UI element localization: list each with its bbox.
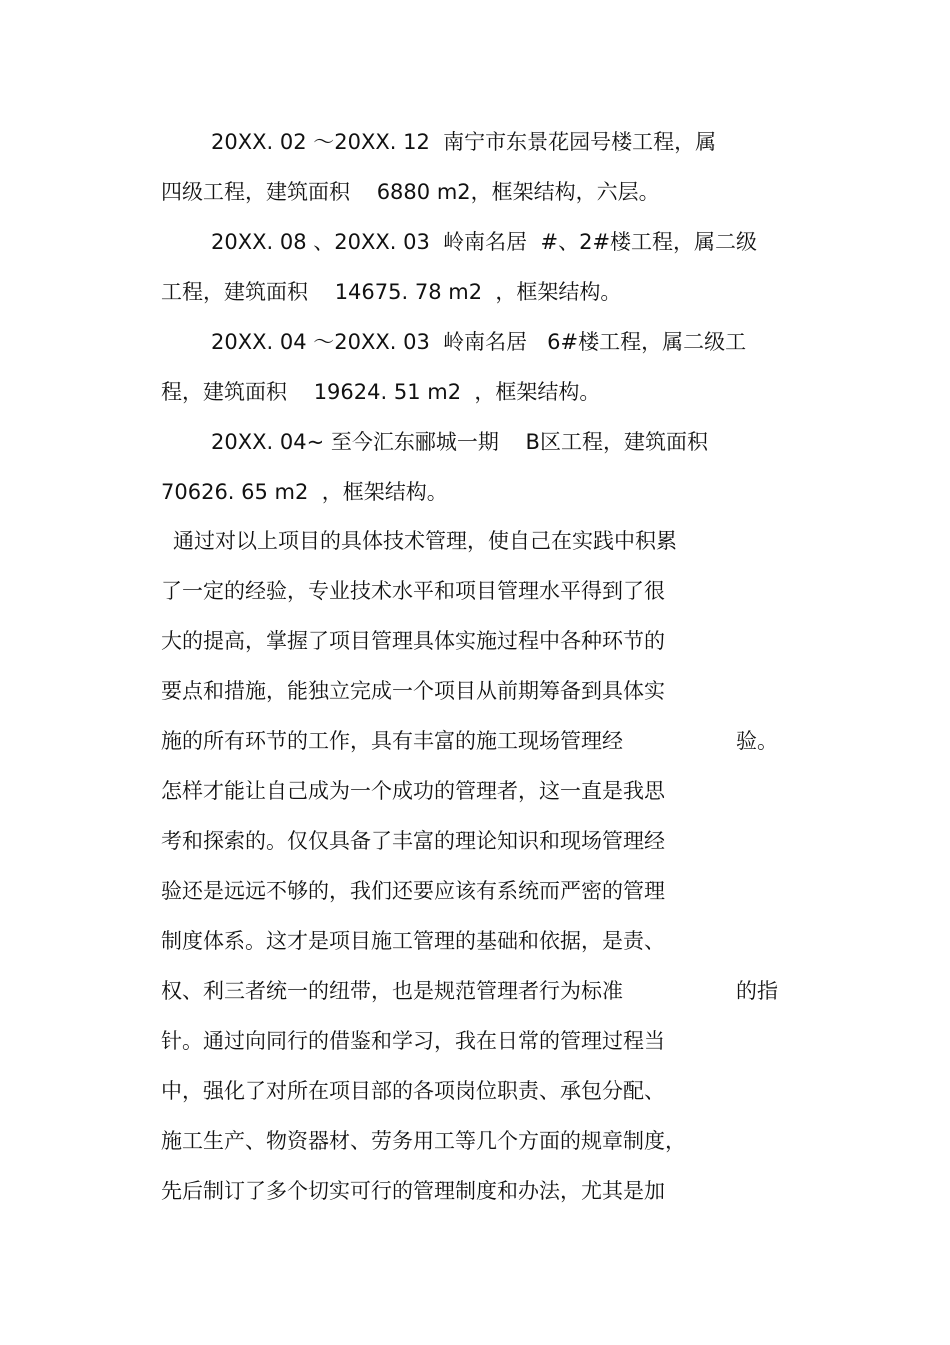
text-line: 四级工程，建筑面积 6880 m2，框架结构，六层。: [161, 180, 660, 204]
text-line: 通过对以上项目的具体技术管理，使自己在实践中积累: [173, 529, 677, 553]
text-line: 施工生产、物资器材、劳务用工等几个方面的规章制度，: [161, 1129, 686, 1153]
text-line: 先后制订了多个切实可行的管理制度和办法，尤其是加: [161, 1179, 665, 1203]
text-line: 20XX. 08 、20XX. 03 岭南名居 #、2#楼工程，属二级: [211, 230, 758, 254]
text-line: 程，建筑面积 19624. 51 m2 ，框架结构。: [161, 380, 601, 404]
text-line: 怎样才能让自己成为一个成功的管理者，这一直是我思: [161, 779, 665, 803]
text-line: 20XX. 04 ～20XX. 03 岭南名居 6#楼工程，属二级工: [211, 330, 747, 354]
text-line: 权、利三者统一的纽带，也是规范管理者行为标准: [161, 979, 623, 1003]
text-line: 70626. 65 m2 ，框架结构。: [161, 480, 448, 504]
text-line: 的指: [736, 979, 778, 1003]
text-line: 验还是远远不够的，我们还要应该有系统而严密的管理: [161, 879, 665, 903]
text-line: 施的所有环节的工作，具有丰富的施工现场管理经: [161, 729, 623, 753]
text-line: 20XX. 04~ 至今汇东郦城一期 B区工程，建筑面积: [211, 430, 708, 454]
text-line: 中，强化了对所在项目部的各项岗位职责、承包分配、: [161, 1079, 665, 1103]
text-line: 要点和措施，能独立完成一个项目从前期筹备到具体实: [161, 679, 665, 703]
text-line: 20XX. 02 ～20XX. 12 南宁市东景花园号楼工程，属: [211, 130, 717, 154]
text-line: 制度体系。这才是项目施工管理的基础和依据，是责、: [161, 929, 665, 953]
text-line: 工程，建筑面积 14675. 78 m2 ，框架结构。: [161, 280, 622, 304]
text-line: 大的提高，掌握了项目管理具体实施过程中各种环节的: [161, 629, 665, 653]
text-line: 验。: [736, 729, 778, 753]
text-line: 了一定的经验，专业技术水平和项目管理水平得到了很: [161, 579, 665, 603]
text-line: 针。通过向同行的借鉴和学习，我在日常的管理过程当: [161, 1029, 665, 1053]
text-line: 考和探索的。仅仅具备了丰富的理论知识和现场管理经: [161, 829, 665, 853]
